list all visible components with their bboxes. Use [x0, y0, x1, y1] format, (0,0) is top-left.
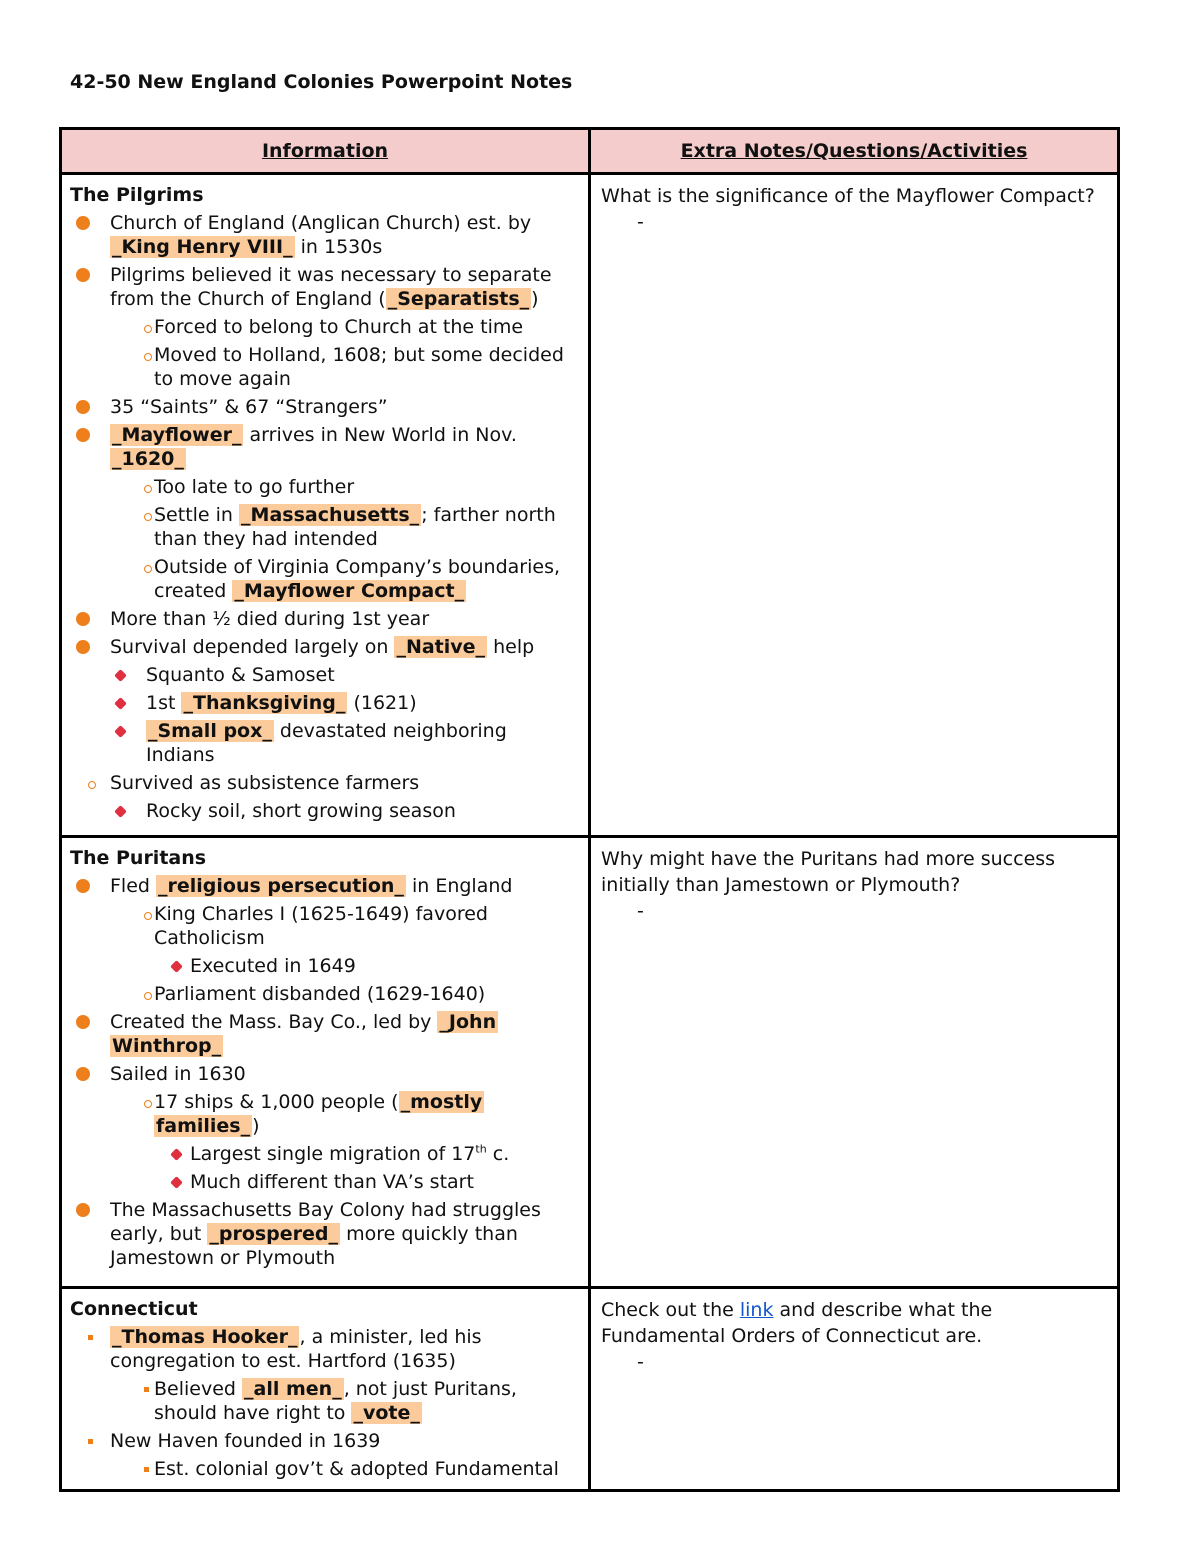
list-item: Pilgrims believed it was necessary to separate from the Church of England ( _Separatists_ ): [70, 263, 580, 311]
list-item: More than ½ died during 1st year: [70, 607, 580, 631]
header-extra-notes: Extra Notes/Questions/Activities: [590, 129, 1119, 174]
header-row: [61, 129, 1119, 174]
square-bullet-icon: [88, 1335, 93, 1340]
answer-blank: _Native_: [396, 636, 486, 658]
diamond-bullet-icon: [114, 669, 127, 682]
diamond-bullet-icon: [114, 725, 127, 738]
list-item: Squanto & Samoset: [70, 663, 580, 687]
bullet-icon: [76, 640, 90, 654]
list-item: Much different than VA’s start: [70, 1170, 580, 1194]
list-item: The Massachusetts Bay Colony had struggles early, but _prospered_ more quickly than Jamestown or Plymouth: [70, 1198, 580, 1270]
answer-blank: _Thomas Hooker_: [112, 1326, 298, 1348]
bullet-icon: [76, 879, 90, 893]
list-item: _Small pox_ devastated neighboring Indians: [70, 719, 580, 767]
answer-blank: families_: [156, 1115, 251, 1137]
sub-bullet-icon: [144, 353, 152, 361]
pilgrims-list: [70, 211, 580, 823]
list-item: 35 “Saints” & 67 “Strangers”: [70, 395, 580, 419]
question-mayflower-compact: What is the significance of the Mayflower Compact?: [601, 185, 1095, 207]
notes-table: [59, 127, 1120, 1492]
diamond-bullet-icon: [170, 960, 183, 973]
list-item: Survival depended largely on _Native_ help: [70, 635, 580, 659]
section-title-connecticut: Connecticut: [70, 1298, 198, 1320]
answer-blank: _John: [439, 1011, 497, 1033]
answer-blank: _religious persecution_: [158, 875, 404, 897]
diamond-bullet-icon: [170, 1148, 183, 1161]
list-item: Moved to Holland, 1608; but some decided to move again: [70, 343, 580, 391]
square-bullet-icon: [144, 1387, 149, 1392]
answer-blank: _all men_: [244, 1378, 342, 1400]
answer-blank: _Mayflower Compact_: [234, 580, 465, 602]
answer-blank: _mostly: [400, 1091, 483, 1113]
bullet-icon: [76, 428, 90, 442]
question-puritans-success: Why might have the Puritans had more success initially than Jamestown or Plymouth?: [601, 848, 1056, 896]
sub-bullet-icon: [144, 912, 152, 920]
answer-blank: _King Henry VIII_: [112, 236, 293, 258]
connecticut-row: [61, 1288, 1119, 1491]
section-title-puritans: The Puritans: [70, 847, 207, 869]
bullet-icon: [76, 268, 90, 282]
fundamental-orders-link[interactable]: link: [739, 1299, 774, 1321]
answer-dash: -: [637, 211, 644, 233]
pilgrims-notes-cell[interactable]: [590, 174, 1119, 837]
list-item: Largest single migration of 17th c.: [70, 1142, 580, 1166]
puritans-info-cell[interactable]: [61, 837, 590, 1288]
pilgrims-info-cell[interactable]: [61, 174, 590, 837]
answer-blank: _vote_: [353, 1402, 420, 1424]
list-item: Fled _religious persecution_ in England: [70, 874, 580, 898]
list-item: 1st _Thanksgiving_ (1621): [70, 691, 580, 715]
sub-bullet-icon: [144, 1100, 152, 1108]
list-item: Settle in _Massachusetts_ ; farther north than they had intended: [70, 503, 580, 551]
pilgrims-row: [61, 174, 1119, 837]
list-item: King Charles I (1625-1649) favored Catholicism: [70, 902, 580, 950]
connecticut-notes-cell[interactable]: [590, 1288, 1119, 1491]
bullet-icon: [76, 1015, 90, 1029]
list-item: _Thomas Hooker_ , a minister, led his congregation to est. Hartford (1635): [70, 1325, 580, 1373]
connecticut-list: [70, 1325, 580, 1481]
square-bullet-icon: [88, 1439, 93, 1444]
answer-blank: _Small pox_: [148, 720, 272, 742]
list-item: Believed _all men_ , not just Puritans, should have right to _vote_: [70, 1377, 580, 1425]
sub-bullet-icon: [144, 485, 152, 493]
list-item: Rocky soil, short growing season: [70, 799, 580, 823]
sub-bullet-icon: [144, 992, 152, 1000]
answer-blank: _Thanksgiving_: [183, 692, 346, 714]
answer-dash: -: [637, 900, 644, 922]
list-item: 17 ships & 1,000 people ( _mostly families_ ): [70, 1090, 580, 1138]
answer-blank: _Separatists_: [387, 288, 530, 310]
list-item: Created the Mass. Bay Co., led by _John Winthrop_: [70, 1010, 580, 1058]
document-title: 42-50 New England Colonies Powerpoint Notes: [70, 71, 573, 93]
list-item: Executed in 1649: [70, 954, 580, 978]
list-item: Parliament disbanded (1629-1640): [70, 982, 580, 1006]
puritans-row: [61, 837, 1119, 1288]
bullet-icon: [76, 612, 90, 626]
square-bullet-icon: [144, 1467, 149, 1472]
bullet-icon: [76, 400, 90, 414]
bullet-icon: [76, 1067, 90, 1081]
answer-blank: _prospered_: [209, 1223, 339, 1245]
list-item: Church of England (Anglican Church) est. by _King Henry VIII_ in 1530s: [70, 211, 580, 259]
sub-bullet-icon: [144, 565, 152, 573]
list-item: New Haven founded in 1639: [70, 1429, 580, 1453]
answer-blank: _1620_: [112, 448, 184, 470]
header-information: Information: [61, 129, 590, 174]
bullet-icon: [76, 216, 90, 230]
diamond-bullet-icon: [114, 805, 127, 818]
list-item: Forced to belong to Church at the time: [70, 315, 580, 339]
answer-blank: _Massachusetts_: [241, 504, 420, 526]
connecticut-info-cell[interactable]: [61, 1288, 590, 1491]
sub-bullet-icon: [144, 513, 152, 521]
list-item: Too late to go further: [70, 475, 580, 499]
section-title-pilgrims: The Pilgrims: [70, 184, 204, 206]
puritans-list: [70, 874, 580, 1270]
answer-blank: _Mayflower_: [112, 424, 242, 446]
list-item: Survived as subsistence farmers: [70, 771, 580, 795]
list-item: _Mayflower_ arrives in New World in Nov. _1620_: [70, 423, 580, 471]
sub-bullet-icon: [88, 781, 96, 789]
question-fundamental-orders: Check out the link and describe what the Fundamental Orders of Connecticut are.: [601, 1299, 993, 1347]
list-item: Sailed in 1630: [70, 1062, 580, 1086]
answer-blank: Winthrop_: [112, 1035, 222, 1057]
sub-bullet-icon: [144, 325, 152, 333]
list-item: Outside of Virginia Company’s boundaries, created _Mayflower Compact_: [70, 555, 580, 603]
diamond-bullet-icon: [170, 1176, 183, 1189]
answer-dash: -: [637, 1351, 644, 1373]
list-item: Est. colonial gov’t & adopted Fundamental: [70, 1457, 580, 1481]
bullet-icon: [76, 1203, 90, 1217]
diamond-bullet-icon: [114, 697, 127, 710]
puritans-notes-cell[interactable]: [590, 837, 1119, 1288]
